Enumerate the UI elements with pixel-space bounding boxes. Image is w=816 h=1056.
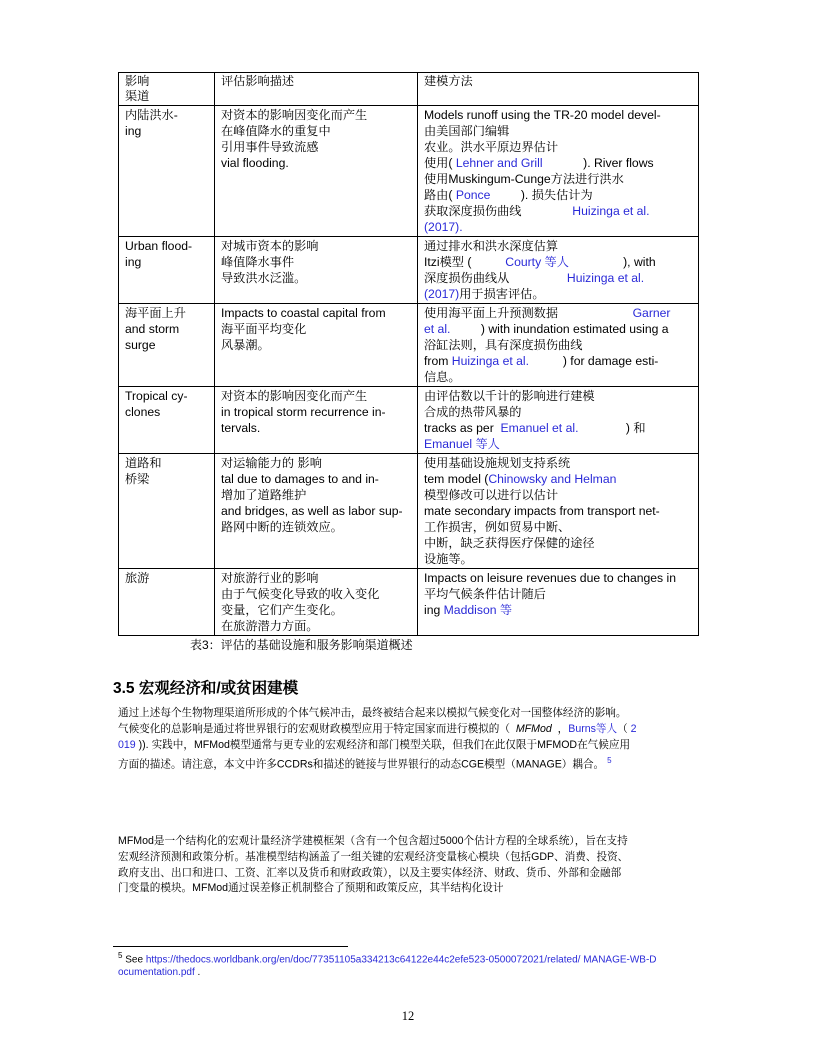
text-run: mate secondary impacts from transport net- (424, 504, 660, 518)
header-channel (119, 73, 215, 106)
method-line (424, 123, 694, 139)
channel-line: Urban flood- (125, 239, 193, 253)
method-line (424, 254, 694, 270)
table-row (119, 387, 699, 454)
footnote-prefix: See (125, 954, 144, 966)
cell-channel (119, 106, 215, 237)
text-run: 农业。洪水平原边界估计 (424, 140, 559, 154)
impact-channels-table (118, 72, 699, 636)
text-run: 路由( (424, 188, 456, 202)
cell-method (418, 569, 699, 636)
text-run: 方面的描述。请注意，本文中许多CCDRs和描述的链接与世界银行的动态CGE模型（MANAGE）耦合。 (118, 758, 608, 771)
paragraph-macro-intro (118, 706, 718, 774)
text-run: 信息。 (424, 370, 461, 384)
text-run: )). 实践中，MFMod模型通常与更专业的宏观经济和部门模型关联，但我们在此仅限于MFMOD在气候应用 (135, 738, 631, 751)
method-line (424, 586, 694, 602)
text-run: 浴缸法则，具有深度损伤曲线 (424, 338, 583, 352)
table-row (119, 304, 699, 387)
description-line: in tropical storm recurrence in- (221, 405, 386, 419)
method-line (424, 219, 694, 235)
method-line (424, 487, 694, 503)
method-line (424, 503, 694, 519)
method-line (424, 369, 694, 385)
channel-line: and storm (125, 322, 180, 336)
text-run: 合成的热带风暴的 (424, 405, 522, 419)
method-line (424, 337, 694, 353)
header-line: 渠道 (125, 89, 150, 103)
citation-link[interactable]: et al. (424, 322, 451, 336)
description-line: 对资本的影响因变化而产生 (221, 108, 368, 122)
section-heading (113, 676, 298, 698)
section-title: 宏观经济和/或贫困建模 (138, 680, 299, 697)
text-run: 工作损害，例如贸易中断、 (424, 520, 571, 534)
method-line (424, 519, 694, 535)
table-row (119, 454, 699, 569)
method-line (424, 455, 694, 471)
cell-channel (119, 387, 215, 454)
text-run: 由评估数以千计的影响进行建模 (424, 389, 595, 403)
citation-link[interactable]: 019 (118, 738, 136, 751)
description-line: 变量，它们产生变化。 (221, 603, 343, 617)
description-line: 对旅游行业的影响 (221, 571, 319, 585)
text-run: 使用( (424, 156, 456, 170)
table-row (119, 569, 699, 636)
method-line (424, 139, 694, 155)
description-line: and bridges, as well as labor sup- (221, 504, 403, 518)
description-line: 对资本的影响因变化而产生 (221, 389, 368, 403)
citation-link[interactable]: Garner (632, 306, 671, 320)
description-line: tervals. (221, 421, 261, 435)
method-line (424, 270, 694, 286)
footnote (118, 949, 718, 979)
text-run: Models runoff using the TR-20 model devel- (424, 108, 661, 122)
table-header-row (119, 73, 699, 106)
description-line: 引用事件导致流感 (221, 140, 319, 154)
paragraph-line (118, 722, 718, 738)
channel-line: Tropical cy- (125, 389, 188, 403)
paragraph-mfmod (118, 834, 718, 897)
citation-link[interactable]: Ponce (455, 188, 491, 202)
header-description (215, 73, 418, 106)
cell-channel (119, 237, 215, 304)
method-line (424, 238, 694, 254)
description-line: 增加了道路维护 (221, 488, 307, 502)
method-line (424, 171, 694, 187)
description-line: Impacts to coastal capital from (221, 306, 386, 320)
description-line: 在旅游潜力方面。 (221, 619, 319, 633)
method-line (424, 602, 694, 618)
cell-method (418, 106, 699, 237)
header-line: 评估影响描述 (221, 74, 295, 88)
text-run: 通过排水和洪水深度估算 (424, 239, 559, 253)
channel-line: 海平面上升 (125, 306, 186, 320)
method-line (424, 203, 694, 219)
citation-link[interactable]: Lehner and Grill (455, 156, 543, 170)
text-run: ) 和 (578, 421, 646, 435)
channel-line: 旅游 (125, 571, 150, 585)
text-run: ). River flows (542, 156, 654, 170)
method-line (424, 420, 694, 436)
method-line (424, 107, 694, 123)
cell-description (215, 387, 418, 454)
method-line (424, 404, 694, 420)
table-caption: 表3：评估的基础设施和服务影响渠道概述 (190, 638, 413, 652)
citation-link[interactable]: Courty 等人 (505, 255, 569, 269)
footnote-mark: 5 (118, 951, 123, 960)
paragraph-line (118, 753, 718, 773)
cell-description (215, 304, 418, 387)
citation-link[interactable]: 5 (607, 756, 612, 766)
description-line: vial flooding. (221, 156, 289, 170)
citation-link[interactable]: (2017). (424, 220, 463, 234)
text-run: 使用Muskingum-Cunge方法进行洪水 (424, 172, 624, 186)
text-run: 使用海平面上升预测数据 (424, 306, 633, 320)
description-line: 路网中断的连锁效应。 (221, 520, 343, 534)
citation-link[interactable]: Emanuel et al. (500, 421, 579, 435)
description-line: 对城市资本的影响 (221, 239, 319, 253)
citation-link[interactable]: Emanuel 等人 (424, 437, 500, 451)
header-line: 建模方法 (424, 74, 473, 88)
text-run: 模型修改可以进行以估计 (424, 488, 559, 502)
text-run: 通过上述每个生物物理渠道所形成的个体气候冲击，最终被结合起来以模拟气候变化对一国整体经济的影响。 (118, 707, 627, 719)
method-line (424, 570, 694, 586)
citation-link[interactable]: Huizinga et al. (566, 271, 645, 285)
method-line (424, 551, 694, 567)
citation-link[interactable]: Huizinga et al. (572, 204, 650, 218)
method-line (424, 535, 694, 551)
text-run: ), with (568, 255, 656, 269)
text-run: ， (551, 722, 569, 735)
text-run: ) for damage esti- (529, 354, 659, 368)
header-method (418, 73, 699, 106)
cell-description (215, 106, 418, 237)
text-run: 平均气候条件估计随后 (424, 587, 546, 601)
method-line (424, 353, 694, 369)
text-run: ) with inundation estimated using a (450, 322, 669, 336)
description-line: 峰值降水事件 (221, 255, 295, 269)
description-line: 导致洪水泛滥。 (221, 271, 307, 285)
description-line: 海平面平均变化 (221, 322, 307, 336)
header-line: 影响 (125, 74, 150, 88)
footnote-divider (113, 946, 348, 947)
method-line (424, 471, 694, 487)
channel-line: clones (125, 405, 161, 419)
description-line: 对运输能力的 影响 (221, 456, 322, 470)
footnote-suffix: . (197, 967, 201, 979)
text-run: ). 损失估计为 (490, 188, 593, 202)
method-line (424, 321, 694, 337)
text-run: 使用基础设施规划支持系统 (424, 456, 571, 470)
paragraph-line (118, 738, 718, 754)
text-run: tracks as per (424, 421, 501, 435)
method-line (424, 187, 694, 203)
text-run: MFMod (515, 722, 552, 735)
citation-link[interactable]: 2 (630, 722, 637, 735)
method-line (424, 388, 694, 404)
paragraph-line: MFMod是一个结构化的宏观计量经济学建模框架（含有一个包含超过5000个估计方程的全球系统），旨在支持 (118, 835, 628, 847)
footnote-link[interactable]: https://thedocs.worldbank.org/en/doc/77351105a334213c64122e44c2efe523-0500072021/related/ MANAGE-WB-D ocumentation.pdf (118, 954, 657, 979)
text-run: ing (424, 603, 444, 617)
text-run: 设施等。 (424, 552, 473, 566)
citation-link[interactable]: Chinowsky and Helman (488, 472, 617, 486)
cell-description (215, 237, 418, 304)
description-line: 在峰值降水的重复中 (221, 124, 331, 138)
text-run: from (424, 354, 452, 368)
description-line: 风暴潮。 (221, 338, 270, 352)
channel-line: 桥梁 (125, 472, 150, 486)
method-line (424, 286, 694, 302)
citation-link[interactable]: Huizinga et al. (451, 354, 529, 368)
channel-line: ing (125, 124, 142, 138)
text-run: Itzi模型 ( (424, 255, 506, 269)
text-run: 用于损害评估。 (459, 287, 545, 301)
text-run: 深度损伤曲线从 (424, 271, 567, 285)
method-line (424, 155, 694, 171)
text-run: 获取深度损伤曲线 (424, 204, 573, 218)
cell-method (418, 454, 699, 569)
text-run: （ (617, 722, 631, 735)
citation-link[interactable]: Burns等人 (568, 722, 618, 735)
cell-method (418, 387, 699, 454)
method-line (424, 436, 694, 452)
text-run: Impacts on leisure revenues due to changes in (424, 571, 677, 585)
paragraph-line: 门变量的模块。MFMod通过误差修正机制整合了预期和政策反应，其半结构化设计 (118, 882, 504, 895)
cell-channel (119, 454, 215, 569)
text-run: tem model ( (424, 472, 489, 486)
page-number: 12 (401, 1009, 415, 1023)
channel-line: 内陆洪水- (125, 108, 178, 122)
cell-description (215, 569, 418, 636)
description-line: tal due to damages to and in- (221, 472, 379, 486)
cell-method (418, 237, 699, 304)
text-run: 由美国部门编辑 (424, 124, 510, 138)
table-row (119, 237, 699, 304)
paragraph-line (118, 706, 718, 722)
section-number: 3.5 (113, 680, 135, 697)
cell-method (418, 304, 699, 387)
citation-link[interactable]: Maddison 等 (443, 603, 513, 617)
table-row (119, 106, 699, 237)
channel-line: ing (125, 255, 142, 269)
description-line: 由于气候变化导致的收入变化 (221, 587, 380, 601)
paragraph-line: 宏观经济预测和政策分析。基准模型结构涵盖了一组关键的宏观经济变量核心模块（包括GDP、消费、投资、 (118, 850, 629, 863)
channel-line: 道路和 (125, 456, 162, 470)
text-run: 中断，缺乏获得医疗保健的途径 (424, 536, 595, 550)
citation-link[interactable]: (2017) (424, 287, 460, 301)
cell-channel (119, 569, 215, 636)
text-run: 气候变化的总影响是通过将世界银行的宏观财政模型应用于特定国家而进行模拟的（ (118, 722, 516, 735)
cell-description (215, 454, 418, 569)
channel-line: surge (125, 338, 156, 352)
paragraph-line: 政府支出、出口和进口、工资、汇率以及货币和财政政策），以及主要实体经济、财政、货币、外部和金融部 (118, 866, 622, 879)
cell-channel (119, 304, 215, 387)
method-line (424, 305, 694, 321)
